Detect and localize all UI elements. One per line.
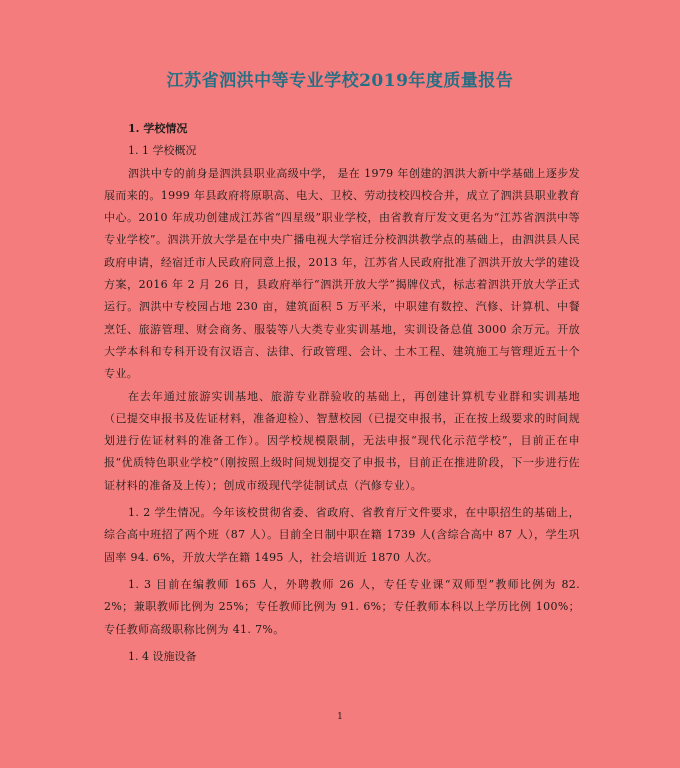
subsection-heading-school-overview: 1. 1 学校概况 (128, 144, 197, 158)
document-body (104, 118, 580, 668)
paragraph-school-history: 泗洪中专的前身是泗洪县职业高级中学， 是在 1979 年创建的泗洪大新中学基础上逐步发展而来的。1999 年县政府将原职高、电大、卫校、劳动技校四校合并，成立了泗洪县职业教育中心。2010 年成功创建成江苏省“四星级”职业学校，由省教育厅发文更名为“江苏省泗洪中等专业学校”。泗洪开放大学是在中央广播电视大学宿迁分校泗洪教学点的基础上，由泗洪县人民政府申请，经宿迁市人民政府同意上报，2013 年，江苏省人民政府批准了泗洪开放大学的建设方案，2016 年 2 月 26 日，县政府举行“泗洪开放大学”揭牌仪式，标志着泗洪开放大学正式运行。泗洪中专校园占地 230 亩，建筑面积 5 万平米，中职建有数控、汽修、计算机、中餐烹饪、旅游管理、财会商务、服装等八大类专业实训基地，实训设备总值 3000 余万元。开放大学本科和专科开设有汉语言、法律、行政管理、会计、土木工程、建筑施工与管理近五十个专业。 (104, 166, 580, 381)
document-title: 江苏省泗洪中等专业学校2019年度质量报告 (166, 71, 514, 91)
page-number: 1 (337, 712, 343, 722)
paragraph-projects: 在去年通过旅游实训基地、旅游专业群验收的基础上，再创建计算机专业群和实训基地（已提交申报书及佐证材料，准备迎检）、智慧校园（已提交申报书，正在按上级要求的时间规划进行佐证材料的准备工作）。因学校规模限制，无法申报“现代化示范学校”，目前正在申报“优质特色职业学校”（刚按照上级时间规划提交了申报书，目前正在推进阶段，下一步进行佐证材料的准备及上传）；创成市级现代学徒制试点（汽修专业）。 (104, 389, 580, 492)
subsection-heading-facilities: 1. 4 设施设备 (128, 649, 197, 663)
section-heading-school-situation: 1. 学校情况 (128, 122, 188, 135)
paragraph-teacher-situation: 1. 3 目前在编教师 165 人，外聘教师 26 人，专任专业课“双师型”教师比例为 82. 2%；兼职教师比例为 25%；专任教师比例为 91. 6%；专任教师本科以上学历比例 100%；专任教师高级职称比例为 41. 7%。 (104, 577, 580, 636)
paragraph-student-situation: 1. 2 学生情况。今年该校贯彻省委、省政府、省教育厅文件要求，在中职招生的基础上，综合高中班招了两个班（87 人）。目前全日制中职在籍 1739 人(含综合高中 87 人），学生巩固率 94. 6%，开放大学在籍 1495 人，社会培训近 1870 人次。 (104, 506, 580, 564)
